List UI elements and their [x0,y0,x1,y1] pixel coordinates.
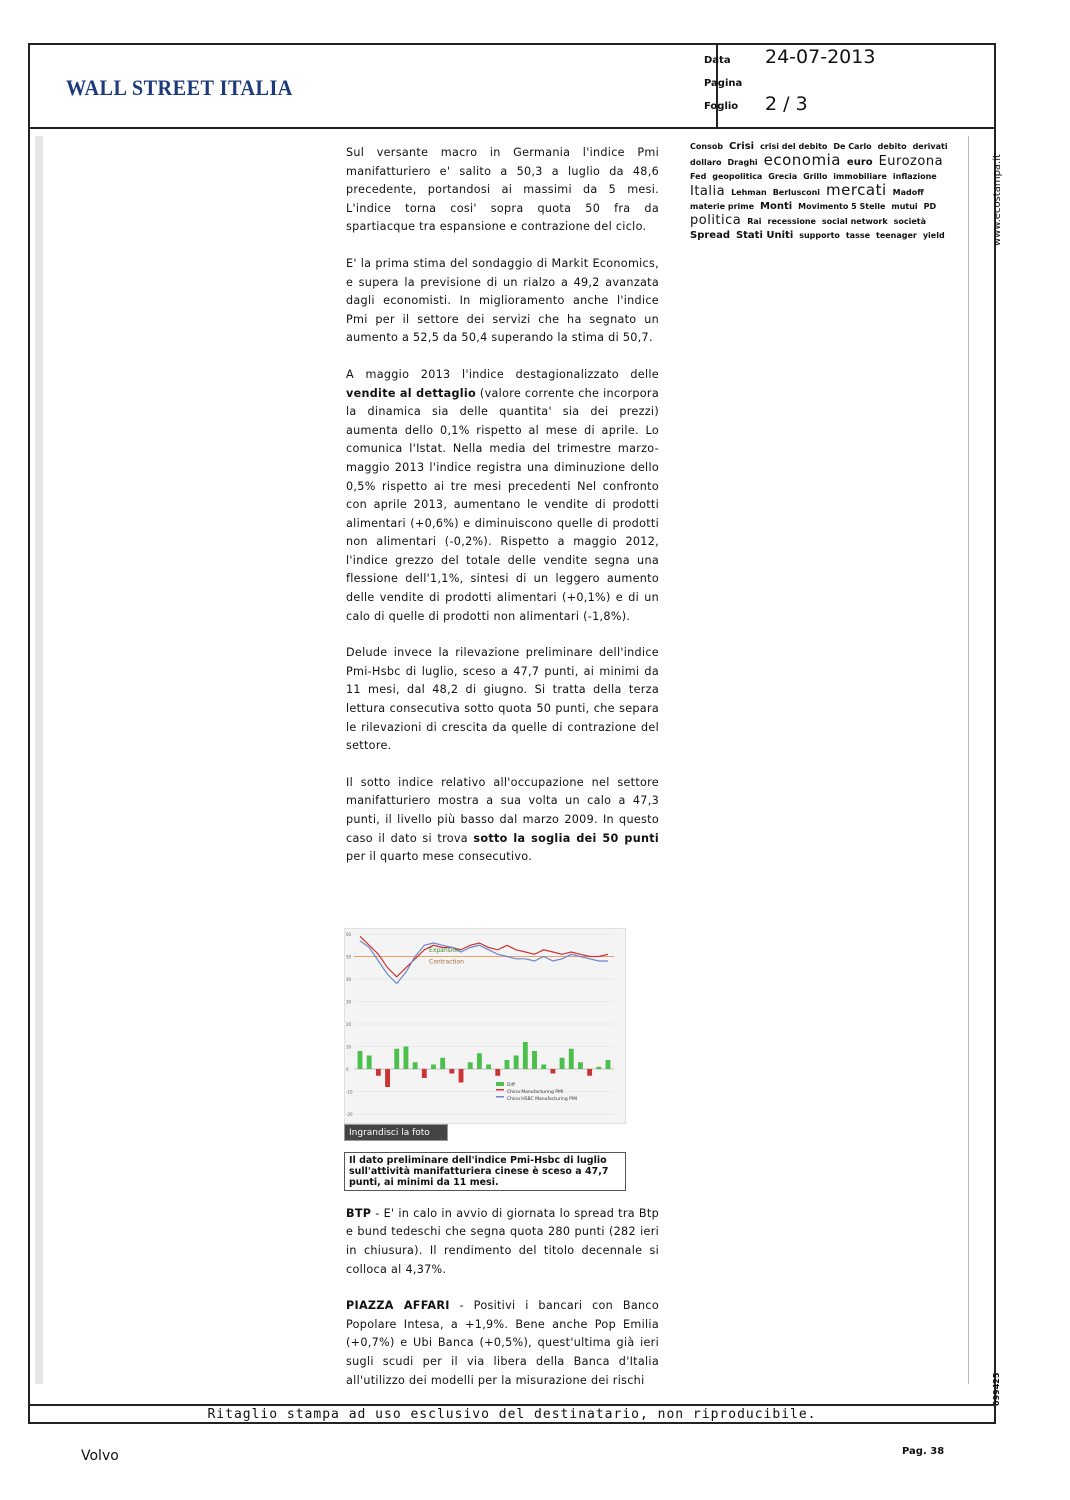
diff-bar-22 [560,1058,565,1069]
diff-bar-5 [403,1047,408,1070]
diff-bar-18 [523,1042,528,1069]
piazza-affari-label: PIAZZA AFFARI [346,1299,450,1313]
tag-9[interactable]: euro [846,157,873,168]
tag-28[interactable]: Rai [747,217,762,226]
inner-right-rule [968,136,969,1384]
tag-5[interactable]: derivati [912,142,948,151]
tag-7[interactable]: Draghi [727,158,758,167]
diff-bar-6 [413,1062,418,1069]
tag-19[interactable]: Berlusconi [772,188,821,197]
tag-cloud [690,140,960,243]
diff-bar-7 [422,1069,427,1078]
paragraph-piazza-affari [346,1297,659,1390]
side-code [992,1368,1006,1408]
article-body [346,144,659,1408]
diff-bar-1 [367,1056,372,1070]
legend-label-0: Diff [507,1083,515,1088]
legend-swatch-2 [496,1096,504,1098]
tag-2[interactable]: crisi del debito [760,142,828,151]
tag-37[interactable]: yield [922,231,945,240]
diff-bar-25 [587,1069,592,1076]
legend-swatch-1 [496,1089,504,1091]
paragraph-markit: E' la prima stima del sondaggio di Markit Economics, e supera la previsione di un rialzo a 49,2 avanzata dagli economisti. In miglioramento anche l'indice Pmi per il settore dei servizi che ha segnato un aumento a 52,5 da 50,4 superando la stima di 50,7. [346,256,659,345]
y-tick--20: -20 [346,1112,353,1117]
y-tick-10: 10 [346,1044,352,1050]
tag-35[interactable]: tasse [845,231,871,240]
side-url-text: www.ecostampa.it [992,154,1003,246]
annotation-contraction: Contraction [429,958,464,966]
tag-34[interactable]: supporto [799,231,840,240]
diff-bar-27 [606,1060,611,1069]
footer-left: Volvo [81,1448,119,1464]
footer-page-number: Pag. 38 [902,1446,945,1457]
tag-12[interactable]: geopolitica [712,172,763,181]
retail-body: (valore corrente che incorpora la dinamica sia delle quantita' sia dei prezzi) aumenta dello 0,1% rispetto al mese di aprile. Lo comunica l'Istat. Nella media del trimestre marzo-maggio 2013 l'indice registra una diminuzione dello 0,5% rispetto ai tre mesi precedenti Nel confronto con aprile 2013, aumentano le vendite di prodotti alimentari (+0,6%) e diminuiscono quelle di prodotti non alimentari (-0,2%). Rispetto a maggio 2012, l'indice grezzo del totale delle vendite segna una flessione dell'1,1%, sintesi di un leggero aumento delle vendite di prodotti alimentari (+0,1%) e di un calo di quelle di prodotti non alimentari (-1,8%). [346,386,659,623]
paragraph-pmi-germany: Sul versante macro in Germania l'indice Pmi manifatturiero e' salito a 50,3 a luglio da 48,6 precedente, portandosi ai massimi da 5 mesi. L'indice torna cosi' sopra quota 50 fra da spartiacque tra espansione e contrazione del ciclo. [346,146,659,234]
tag-36[interactable]: teenager [876,231,917,240]
tag-6[interactable]: dollaro [690,158,722,167]
paragraph-retail-sales [346,366,659,626]
sheet-value: 2 / 3 [765,93,808,115]
tag-23[interactable]: Monti [760,201,793,212]
footer-note: Ritaglio stampa ad uso esclusivo del destinatario, non riproducibile. [207,1407,817,1422]
tag-25[interactable]: mutui [891,202,918,211]
diff-bar-17 [514,1056,519,1070]
enlarge-photo-button[interactable]: Ingrandisci la foto [344,1124,448,1141]
y-tick-30: 30 [346,999,352,1005]
tag-33[interactable]: Stati Uniti [735,230,794,241]
legend-swatch-0 [496,1082,504,1086]
y-tick-60: 60 [346,932,352,937]
diff-bar-10 [449,1069,454,1074]
employment-bold: sotto la soglia dei 50 punti [473,831,660,845]
left-gray-strip [35,136,43,1384]
employment-end: per il quarto mese consecutivo. [346,850,533,864]
tag-13[interactable]: Grecia [768,172,798,181]
tag-31[interactable]: società [893,217,927,226]
tag-32[interactable]: Spread [690,230,730,241]
legend-label-2: China HSBC Manufacturing PMI [507,1097,578,1102]
retail-bold: vendite al dettaglio [346,386,477,400]
diff-bar-24 [578,1062,583,1069]
tag-14[interactable]: Grillo [803,172,828,181]
diff-bar-16 [505,1060,510,1069]
diff-bar-15 [495,1069,500,1076]
masthead-logo: WALL STREET ITALIA [66,75,293,100]
paragraph-pmi-hsbc: Delude invece la rilevazione preliminare dell'indice Pmi-Hsbc di luglio, sceso a 47,7 punti, ai minimi da 11 mesi, dal 48,2 di giugno. Si tratta della terza lettura consecutiva sotto quota 50 punti, che separa le rilevazioni di crescita da quelle di contrazione del settore. [346,646,659,753]
tag-17[interactable]: Italia [690,184,726,199]
tag-26[interactable]: PD [923,202,937,211]
diff-bar-21 [550,1069,555,1074]
tag-30[interactable]: social network [821,217,888,226]
tag-1[interactable]: Crisi [729,141,755,152]
date-value: 24-07-2013 [765,46,876,68]
y-tick-20: 20 [346,1022,352,1027]
annotation-expansion: Expansion [429,947,460,954]
page-label: Pagina [704,78,743,89]
diff-bar-13 [477,1053,482,1069]
diff-bar-9 [440,1058,445,1069]
paragraph-employment [346,774,659,867]
y-tick-50: 50 [346,954,352,960]
tag-4[interactable]: debito [877,142,907,151]
y-tick--10: -10 [346,1089,353,1095]
legend-label-1: China Manufacturing PMI [507,1090,564,1095]
tag-8[interactable]: economia [763,151,841,169]
diff-bar-14 [486,1065,491,1070]
diff-bar-8 [431,1065,436,1070]
y-tick-40: 40 [346,977,352,982]
diff-bar-12 [468,1062,473,1069]
paragraph-btp [346,1205,659,1279]
diff-bar-11 [459,1069,464,1083]
diff-bar-2 [376,1069,381,1076]
date-label: Data [704,55,731,66]
tag-16[interactable]: inflazione [892,172,937,181]
chart-caption: Il dato preliminare dell'indice Pmi-Hsbc di luglio sull'attività manifatturiera cinese è sceso a 47,7 punti, ai minimi da 11 mesi. [344,1152,626,1191]
tag-11[interactable]: Fed [690,172,707,181]
diff-bar-23 [569,1049,574,1069]
diff-bar-4 [394,1049,399,1069]
y-tick-0: 0 [346,1067,349,1072]
diff-bar-3 [385,1069,390,1087]
tag-10[interactable]: Eurozona [878,154,944,169]
tag-29[interactable]: recessione [767,217,816,226]
sheet-label: Foglio [704,101,739,112]
tag-0[interactable]: Consob [690,142,724,151]
tag-20[interactable]: mercati [826,181,887,199]
tag-22[interactable]: materie prime [690,202,755,211]
diff-bar-20 [541,1065,546,1070]
employment-intro: Il sotto indice relativo all'occupazione nel settore manifatturiero mostra a sua volta un calo a 47,3 punti, il livello più basso dal marzo 2009. In questo caso il dato si trova [346,775,659,845]
side-url [992,150,1006,250]
side-code-text: 099425 [992,1372,1001,1406]
footer-box [28,1404,996,1424]
tag-24[interactable]: Movimento 5 Stelle [798,202,886,211]
btp-body: - E' in calo in avvio di giornata lo spread tra Btp e bund tedeschi che segna quota 280 punti (282 ieri in chiusura). Il rendimento del titolo decennale si colloca al 4,37%. [346,1206,659,1276]
pmi-chart [344,928,626,1124]
tag-27[interactable]: politica [690,213,742,228]
btp-label: BTP [346,1206,372,1220]
diff-bar-26 [596,1067,601,1069]
retail-intro: A maggio 2013 l'indice destagionalizzato delle [346,367,659,381]
diff-bar-19 [532,1051,537,1069]
pmi-chart-svg [344,928,626,1124]
piazza-affari-body: - Positivi i bancari con Banco Popolare Intesa, a +1,9%. Bene anche Pop Emilia (+0,7%) e Ubi Banca (+0,5%), quest'ultima già ieri sugli scudi per il via libera della Banca d'Italia all'utilizzo dei modelli per la misurazione dei rischi [346,1299,659,1387]
tag-18[interactable]: Lehman [731,188,767,197]
diff-bar-0 [358,1051,363,1069]
tag-3[interactable]: De Carlo [833,142,872,151]
tag-21[interactable]: Madoff [892,188,924,197]
tag-15[interactable]: immobiliare [833,172,887,181]
